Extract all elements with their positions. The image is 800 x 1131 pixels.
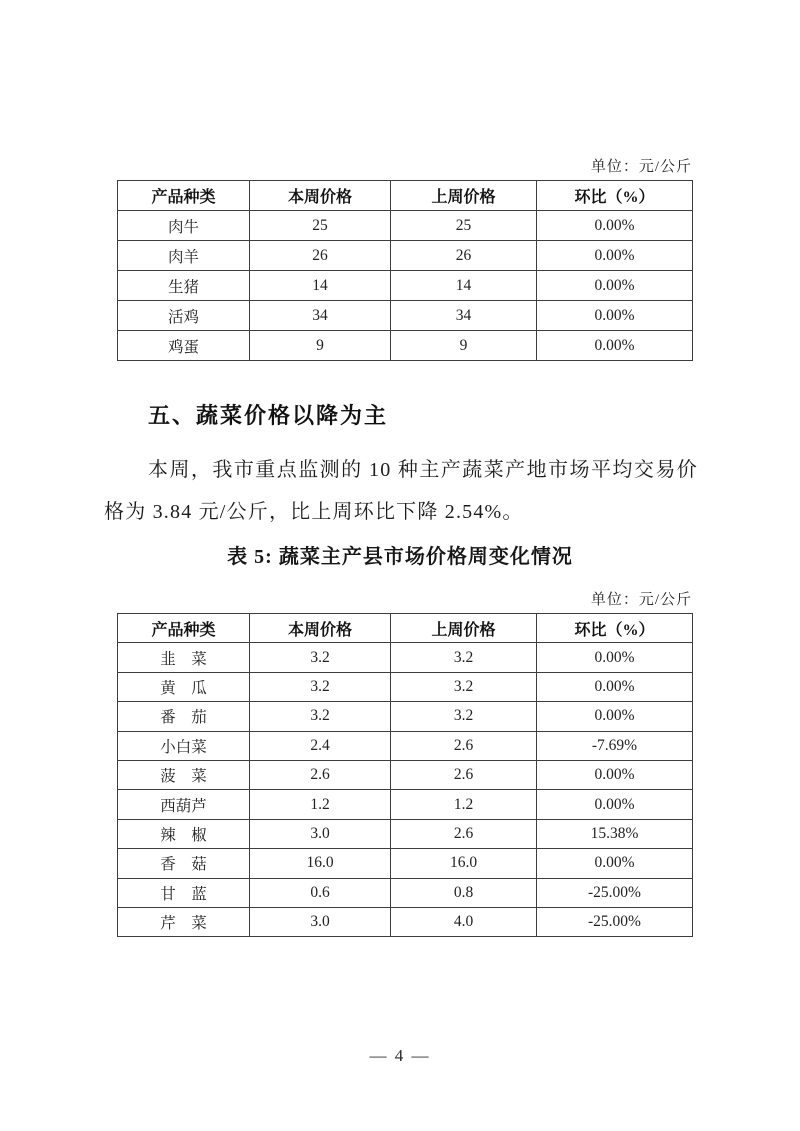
table-cell: 1.2 bbox=[250, 790, 391, 819]
unit-label-livestock: 单位：元/公斤 bbox=[590, 159, 692, 175]
column-header: 环比（%） bbox=[537, 614, 693, 643]
table-cell: -25.00% bbox=[537, 878, 693, 907]
table-cell: 9 bbox=[250, 331, 391, 361]
column-header: 产品种类 bbox=[118, 181, 250, 211]
column-header: 上周价格 bbox=[391, 614, 537, 643]
table-cell: 26 bbox=[250, 241, 391, 271]
table-cell: 0.00% bbox=[537, 672, 693, 701]
table-row bbox=[118, 849, 693, 878]
table5-caption: 表 5: 蔬菜主产县市场价格周变化情况 bbox=[227, 546, 573, 568]
table-cell: 14 bbox=[250, 271, 391, 301]
table-cell: 3.2 bbox=[250, 702, 391, 731]
column-header: 环比（%） bbox=[537, 181, 693, 211]
table-row bbox=[118, 731, 693, 760]
table-row bbox=[118, 643, 693, 672]
table-cell: 2.6 bbox=[250, 760, 391, 789]
table-cell: 韭 菜 bbox=[118, 643, 250, 672]
table-row bbox=[118, 271, 693, 301]
table-cell: 辣 椒 bbox=[118, 819, 250, 848]
table-cell: 0.8 bbox=[391, 878, 537, 907]
table-cell: 9 bbox=[391, 331, 537, 361]
table-cell: 2.6 bbox=[391, 731, 537, 760]
table-cell: 0.00% bbox=[537, 643, 693, 672]
table-row bbox=[118, 672, 693, 701]
table-cell: 0.00% bbox=[537, 790, 693, 819]
table-cell: 25 bbox=[250, 211, 391, 241]
table-cell: -25.00% bbox=[537, 907, 693, 936]
page-number: — 4 — bbox=[369, 1046, 431, 1065]
table-header-row bbox=[118, 614, 693, 643]
table-cell: 0.00% bbox=[537, 849, 693, 878]
table-row bbox=[118, 241, 693, 271]
table-cell: 0.6 bbox=[250, 878, 391, 907]
table-cell: 3.2 bbox=[391, 643, 537, 672]
table-cell: 25 bbox=[391, 211, 537, 241]
table-header-row bbox=[118, 181, 693, 211]
table-cell: 芹 菜 bbox=[118, 907, 250, 936]
table-cell: 15.38% bbox=[537, 819, 693, 848]
table-cell: 16.0 bbox=[391, 849, 537, 878]
table-cell: 甘 蓝 bbox=[118, 878, 250, 907]
table-cell: 1.2 bbox=[391, 790, 537, 819]
table-row bbox=[118, 702, 693, 731]
section-heading: 五、蔬菜价格以降为主 bbox=[148, 403, 389, 428]
table-cell: 0.00% bbox=[537, 241, 693, 271]
table-cell: 小白菜 bbox=[118, 731, 250, 760]
table-cell: 西葫芦 bbox=[118, 790, 250, 819]
table-cell: 0.00% bbox=[537, 301, 693, 331]
table-cell: 3.0 bbox=[250, 907, 391, 936]
table-cell: 0.00% bbox=[537, 702, 693, 731]
table-cell: 肉牛 bbox=[118, 211, 250, 241]
table-cell: 黄 瓜 bbox=[118, 672, 250, 701]
table-cell: 0.00% bbox=[537, 331, 693, 361]
table-cell: 3.2 bbox=[250, 672, 391, 701]
table-row bbox=[118, 878, 693, 907]
table-cell: 4.0 bbox=[391, 907, 537, 936]
table-cell: 菠 菜 bbox=[118, 760, 250, 789]
table-cell: 0.00% bbox=[537, 760, 693, 789]
table-cell: 番 茄 bbox=[118, 702, 250, 731]
table-cell: 16.0 bbox=[250, 849, 391, 878]
table-cell: 14 bbox=[391, 271, 537, 301]
table-cell: -7.69% bbox=[537, 731, 693, 760]
unit-label-vegetable: 单位：元/公斤 bbox=[590, 592, 692, 608]
table-row bbox=[118, 790, 693, 819]
table-row bbox=[118, 331, 693, 361]
table-row bbox=[118, 301, 693, 331]
table-cell: 香 菇 bbox=[118, 849, 250, 878]
table-row bbox=[118, 819, 693, 848]
table-cell: 生猪 bbox=[118, 271, 250, 301]
table-cell: 26 bbox=[391, 241, 537, 271]
table-cell: 2.6 bbox=[391, 819, 537, 848]
table-row bbox=[118, 907, 693, 936]
table-cell: 34 bbox=[391, 301, 537, 331]
column-header: 本周价格 bbox=[250, 181, 391, 211]
livestock-price-table bbox=[117, 180, 693, 361]
table-cell: 2.6 bbox=[391, 760, 537, 789]
vegetable-price-table bbox=[117, 613, 693, 937]
table-cell: 3.2 bbox=[391, 672, 537, 701]
table-cell: 鸡蛋 bbox=[118, 331, 250, 361]
column-header: 上周价格 bbox=[391, 181, 537, 211]
table-cell: 0.00% bbox=[537, 211, 693, 241]
column-header: 产品种类 bbox=[118, 614, 250, 643]
table-cell: 3.0 bbox=[250, 819, 391, 848]
table-cell: 肉羊 bbox=[118, 241, 250, 271]
table-row bbox=[118, 760, 693, 789]
table-cell: 3.2 bbox=[391, 702, 537, 731]
table-cell: 34 bbox=[250, 301, 391, 331]
table-row bbox=[118, 211, 693, 241]
table-cell: 2.4 bbox=[250, 731, 391, 760]
table-cell: 0.00% bbox=[537, 271, 693, 301]
table-cell: 活鸡 bbox=[118, 301, 250, 331]
table-cell: 3.2 bbox=[250, 643, 391, 672]
section-paragraph: 本周，我市重点监测的 10 种主产蔬菜产地市场平均交易价格为 3.84 元/公斤，比上周环比下降 2.54%。 bbox=[104, 459, 698, 523]
column-header: 本周价格 bbox=[250, 614, 391, 643]
